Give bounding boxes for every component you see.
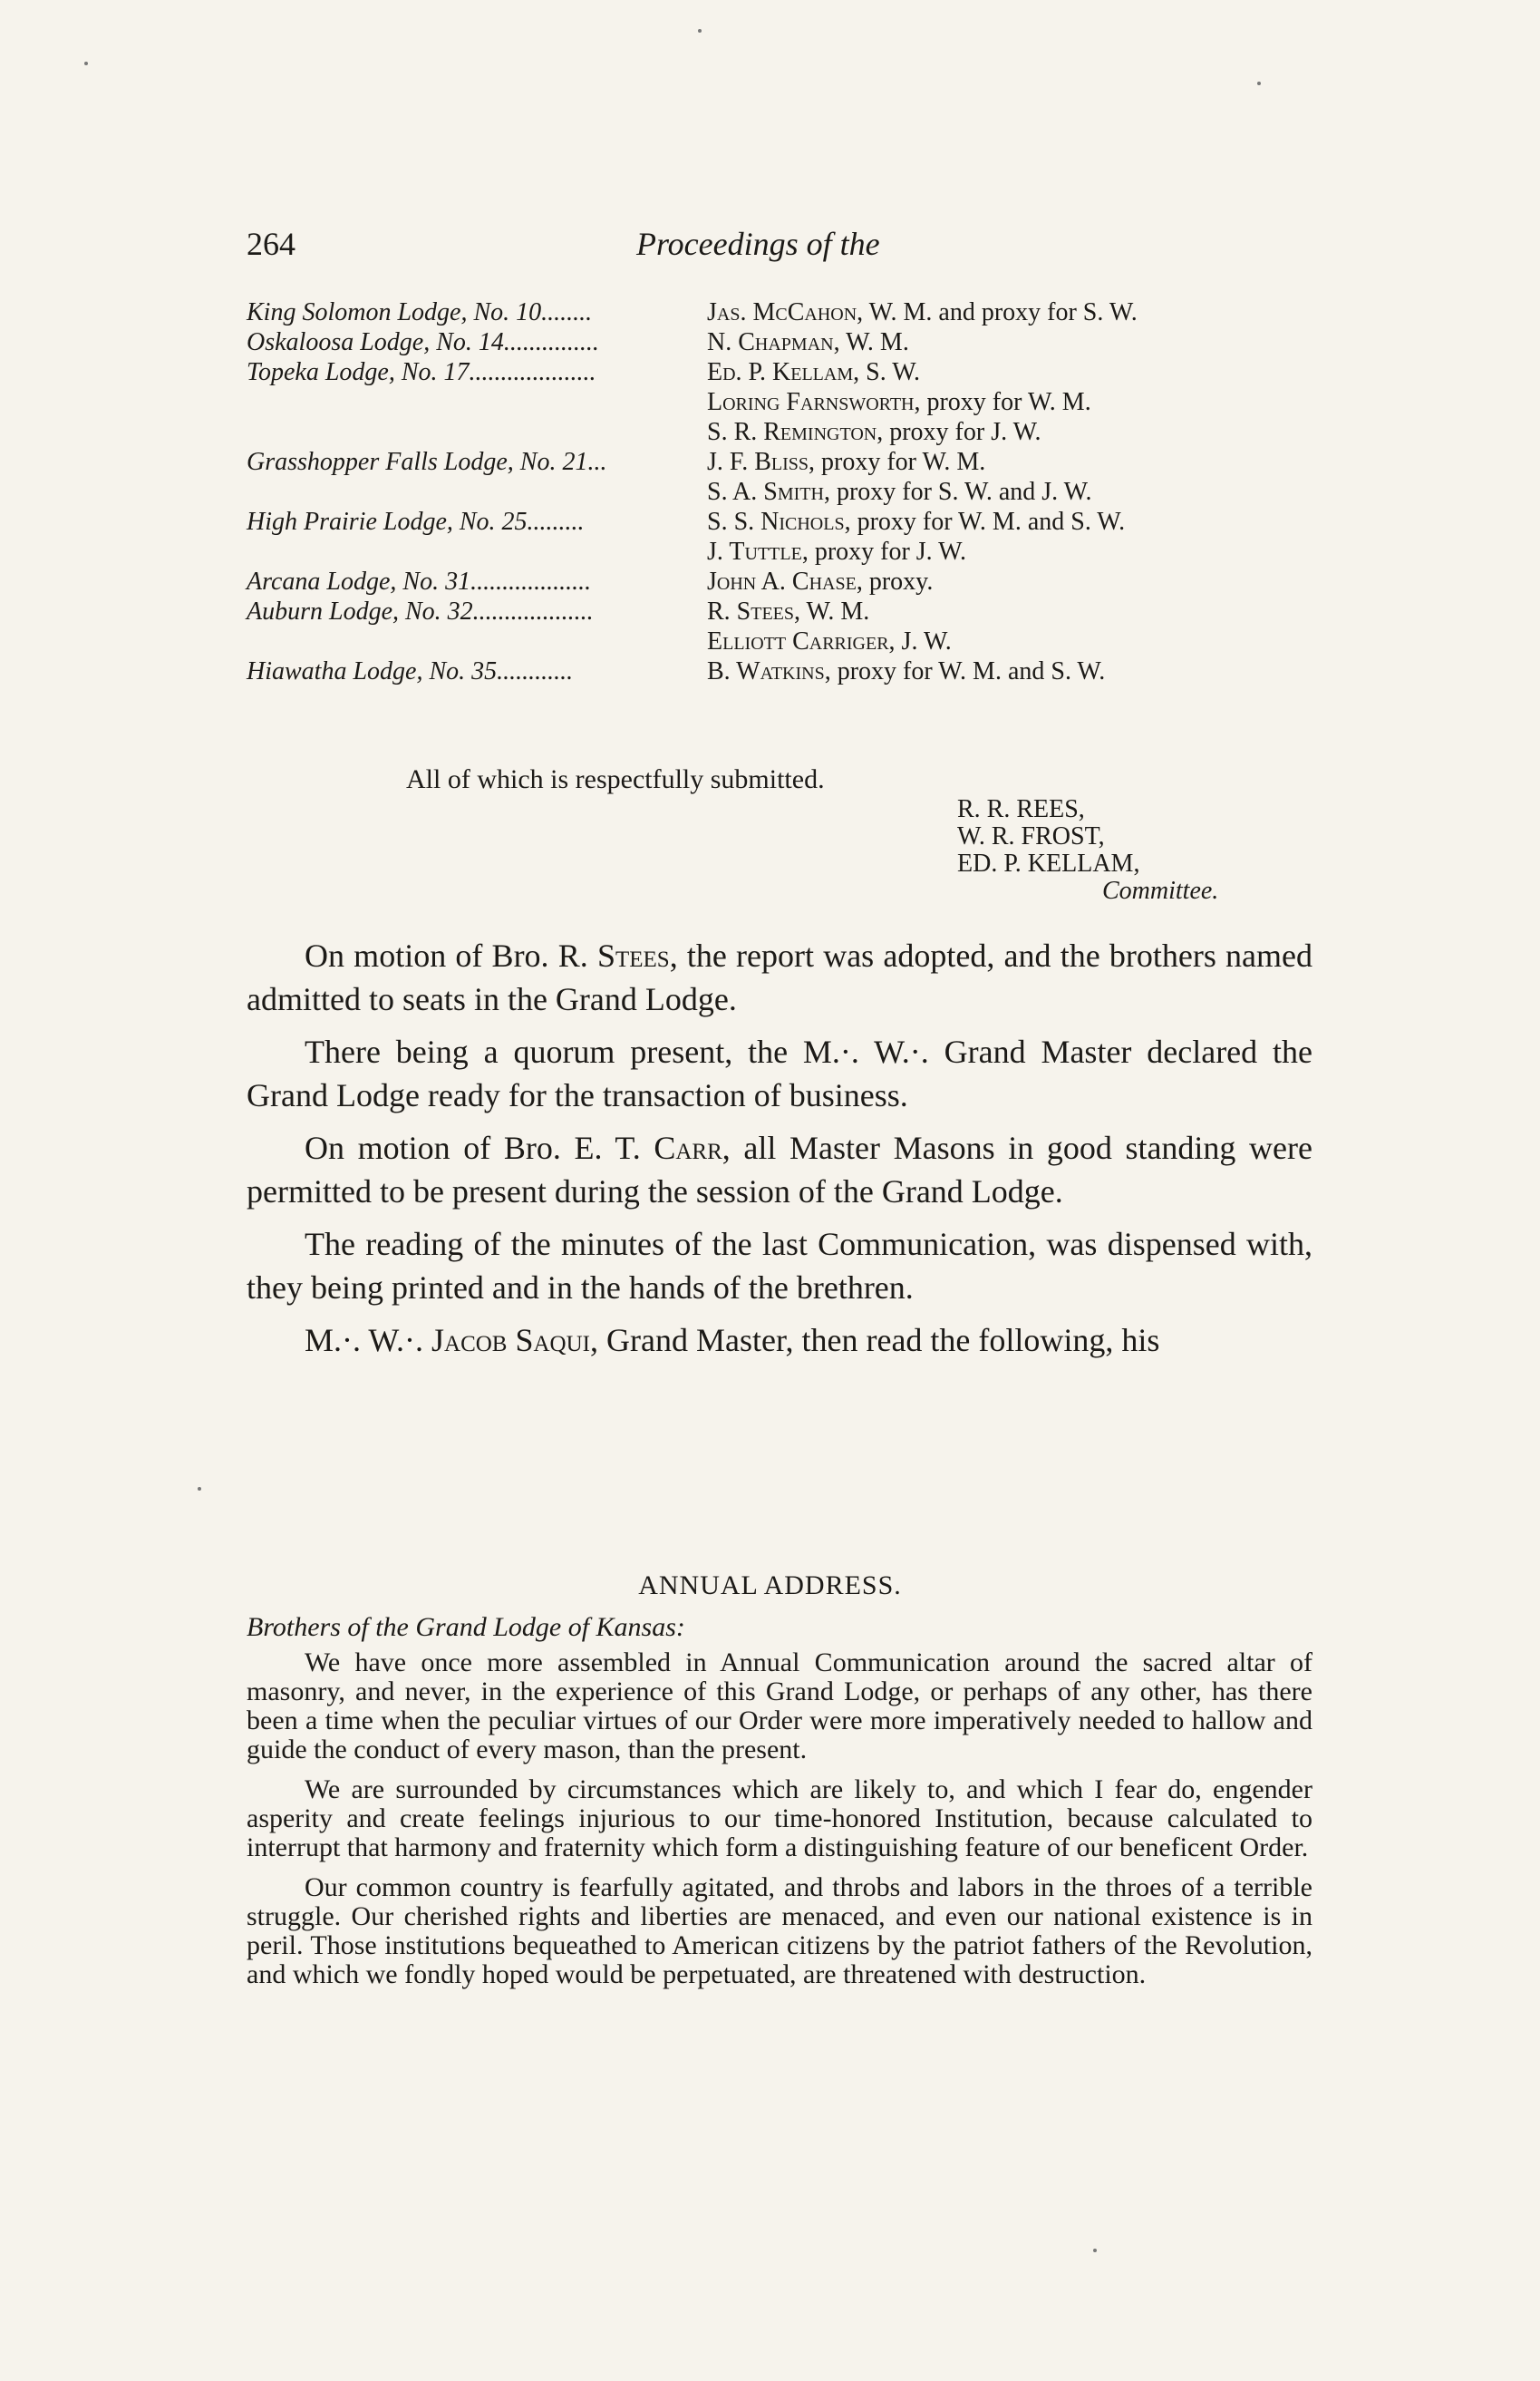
representative <box>707 656 1105 686</box>
credential-row <box>247 507 1325 537</box>
representative-name: R. Stees <box>707 598 795 626</box>
credential-row <box>247 627 1325 656</box>
annual-address-heading: ANNUAL ADDRESS. <box>638 1570 902 1600</box>
signature-line: R. R. REES, <box>957 795 1085 823</box>
scan-speck <box>698 29 702 33</box>
representative <box>707 537 966 567</box>
representative-text: , W. M. <box>833 328 909 356</box>
scan-speck <box>198 1487 201 1491</box>
representative <box>707 297 1138 327</box>
paragraph-text: , the report was adopted, and the brothers named admitted to seats in the Grand Lodge. <box>247 938 1312 1017</box>
representative <box>707 597 869 627</box>
lodge-name: Auburn Lodge, No. 32................... <box>247 598 594 626</box>
representative-text: , proxy. <box>856 568 934 596</box>
representative <box>707 447 985 477</box>
paragraph-text: M.·. W.·. <box>305 1322 432 1358</box>
representative <box>707 417 1041 447</box>
representative-name: Jas. McCahon <box>707 298 857 326</box>
minutes-paragraph <box>247 1030 1312 1117</box>
signature-line: ED. P. KELLAM, <box>957 850 1140 878</box>
address-paragraph: Our common country is fearfully agitated, and throbs and labors in the throes of a terrible struggle. Our cherished rights and liberties are menaced, and even our national existence is in peril. Those institutions bequeathed to American citizens by the patriot fathers of the Revolution, and which we fondly hoped would be perpetuated, are threatened with destruction. <box>247 1872 1312 1989</box>
paragraph-text: On motion of Bro. R. <box>305 938 597 974</box>
lodge-name: Grasshopper Falls Lodge, No. 21... <box>247 448 607 476</box>
lodge-name: Topeka Lodge, No. 17.................... <box>247 358 596 386</box>
representative-text: , J. W. <box>888 627 952 656</box>
representative-text: , proxy for J. W. <box>877 418 1041 446</box>
paragraph-text: , all Master Masons in good standing were permitted to be present during the session of the Grand Lodge. <box>247 1130 1312 1210</box>
scan-speck <box>1093 2249 1097 2252</box>
representative <box>707 627 952 656</box>
representative-name: Loring Farnsworth <box>707 388 915 416</box>
lodge-name: Arcana Lodge, No. 31................... <box>247 568 592 596</box>
paragraph-text: On motion of Bro. E. T. <box>305 1130 654 1166</box>
paragraph-text: , Grand Master, then read the following, his <box>590 1322 1160 1358</box>
salutation: Brothers of the Grand Lodge of Kansas: <box>247 1612 685 1642</box>
committee-label: Committee. <box>1102 877 1219 905</box>
representative-name: S. S. Nichols <box>707 508 845 536</box>
minutes-paragraph <box>247 1222 1312 1309</box>
credential-row <box>247 297 1325 327</box>
representative-text: , proxy for S. W. and J. W. <box>823 478 1092 506</box>
paragraph-name: Jacob Saqui <box>431 1322 590 1358</box>
representative-text: , proxy for W. M. and S. W. <box>824 657 1106 685</box>
paragraph-name: Stees <box>596 938 670 974</box>
paragraph-name: Carr <box>654 1130 722 1166</box>
signature-line: W. R. FROST, <box>957 822 1105 850</box>
scan-speck <box>84 62 88 65</box>
paragraph-text: The reading of the minutes of the last Communication, was dispensed with, they being printed and in the hands of the brethren. <box>247 1226 1312 1306</box>
representative-text: , proxy for W. M. and S. W. <box>844 508 1126 536</box>
representative-text: , W. M. <box>794 598 870 626</box>
representative-name: Elliott Carriger <box>707 627 889 656</box>
representative-name: N. Chapman <box>707 328 834 356</box>
lodge-name: Oskaloosa Lodge, No. 14............... <box>247 328 599 356</box>
representative-text: , S. W. <box>853 358 921 386</box>
credential-row <box>247 656 1325 686</box>
minutes-paragraph <box>247 1318 1312 1362</box>
representative-name: S. R. Remington <box>707 418 877 446</box>
representative-text: , proxy for W. M. <box>914 388 1091 416</box>
representative-name: J. F. Bliss <box>707 448 809 476</box>
representative-name: Ed. P. Kellam <box>707 358 854 386</box>
credential-row <box>247 477 1325 507</box>
credential-row <box>247 537 1325 567</box>
representative <box>707 327 909 357</box>
credential-row <box>247 417 1325 447</box>
credential-row <box>247 387 1325 417</box>
representative <box>707 387 1091 417</box>
minutes-paragraph <box>247 1126 1312 1213</box>
address-paragraph: We have once more assembled in Annual Communication around the sacred altar of masonry, and never, in the experience of this Grand Lodge, or perhaps of any other, has there been a time when the peculiar virtues of our Order were more imperatively needed to hallow and guide the conduct of every mason, than the present. <box>247 1647 1312 1764</box>
representative-name: B. Watkins <box>707 657 825 685</box>
credential-row <box>247 597 1325 627</box>
credentials-list <box>247 297 1325 686</box>
representative <box>707 507 1125 537</box>
lodge-name: High Prairie Lodge, No. 25......... <box>247 508 585 536</box>
committee-signatures <box>957 796 1218 905</box>
annual-address-text <box>247 1648 1312 2000</box>
representative-text: , proxy for J. W. <box>801 538 967 566</box>
representative-name: J. Tuttle <box>707 538 802 566</box>
representative <box>707 357 920 387</box>
representative-name: John A. Chase <box>707 568 857 596</box>
address-paragraph: We are surrounded by circumstances which are likely to, and which I fear do, engender asperity and create feelings injurious to our time-honored Institution, because calculated to interrupt that harmony and fraternity which form a distinguishing feature of our beneficent Order. <box>247 1774 1312 1862</box>
lodge-name: Hiawatha Lodge, No. 35............ <box>247 657 574 685</box>
representative-name: S. A. Smith <box>707 478 824 506</box>
running-head <box>247 225 1325 270</box>
credential-row <box>247 567 1325 597</box>
credential-row <box>247 327 1325 357</box>
lodge-name: King Solomon Lodge, No. 10........ <box>247 298 593 326</box>
representative-text: , W. M. and proxy for S. W. <box>857 298 1138 326</box>
paragraph-text: There being a quorum present, the M.·. W.·. Grand Master declared the Grand Lodge ready for the transaction of business. <box>247 1034 1312 1113</box>
scan-speck <box>1257 82 1261 85</box>
credential-row <box>247 357 1325 387</box>
credential-row <box>247 447 1325 477</box>
running-title: Proceedings of the <box>636 226 880 262</box>
representative-text: , proxy for W. M. <box>809 448 986 476</box>
page-number: 264 <box>247 226 295 262</box>
representative <box>707 477 1092 507</box>
submitted-line: All of which is respectfully submitted. <box>406 764 825 794</box>
representative <box>707 567 933 597</box>
minutes-body <box>247 934 1312 1371</box>
minutes-paragraph <box>247 934 1312 1021</box>
